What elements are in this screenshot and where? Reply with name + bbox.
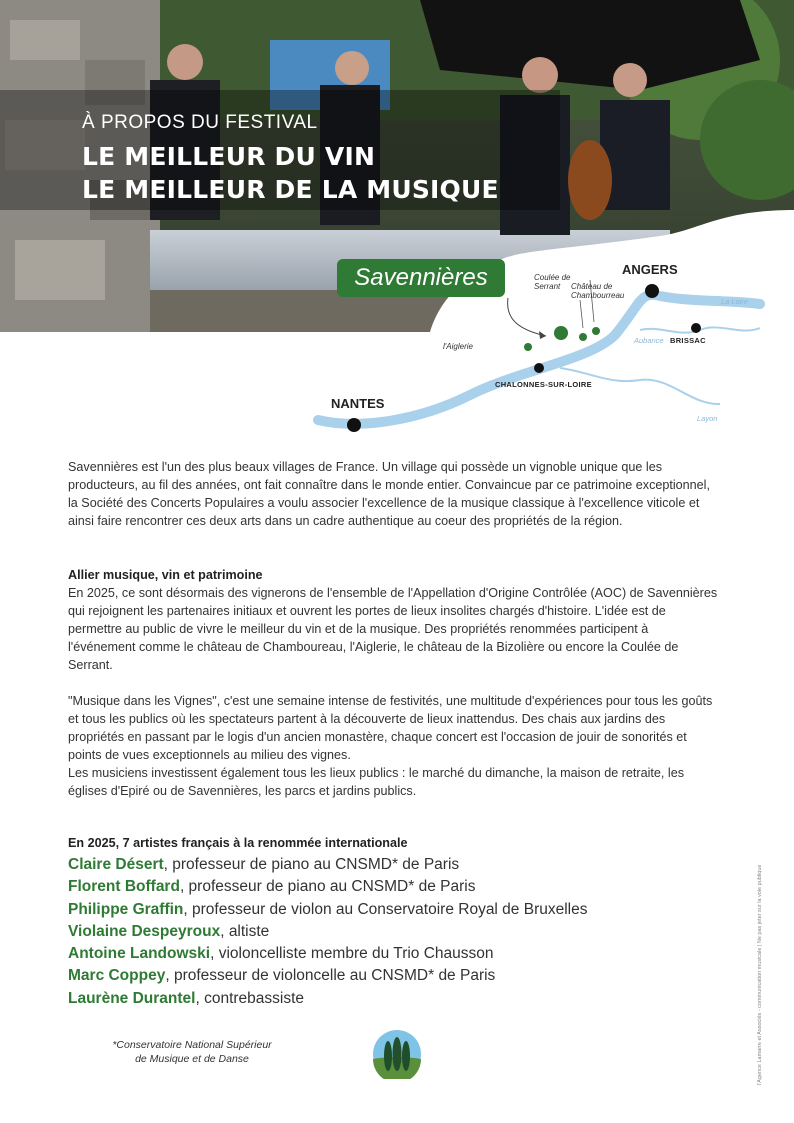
aubance-label: Aubance: [634, 336, 664, 345]
headline-line-1: LE MEILLEUR DU VIN: [82, 142, 376, 171]
region-map: [0, 0, 794, 450]
layon-label: Layon: [697, 414, 718, 423]
footnote: [92, 1038, 292, 1066]
savennieres-badge: Savennières: [337, 259, 505, 297]
artist-item: [68, 876, 718, 898]
artist-item: [68, 921, 718, 943]
artist-name: Antoine Landowski: [68, 945, 211, 963]
section-paragraph-2: "Musique dans les Vignes", c'est une semaine intense de festivités, une multitude d'expériences pour tous les goûts et tous les publics où les spectateurs partent à la découverte de lieux inattendus. Des chais aux jardins des propriétés en passant par le logis d'un ancien monastère, chaque concert est l'occasion de jouir de sonorités et points de vues exceptionnels au milieu des vignes.: [68, 694, 713, 762]
footnote-line-2: de Musique et de Danse: [135, 1053, 249, 1065]
section-block: [68, 566, 718, 800]
artist-item: [68, 899, 718, 921]
footnote-line-1: *Conservatoire National Supérieur: [112, 1039, 272, 1051]
coulee-dot: [592, 327, 600, 335]
chateau-label: Château de Chambourreau: [571, 282, 625, 300]
artist-name: Laurène Durantel: [68, 989, 196, 1007]
artist-role: , professeur de piano au CNSMD* de Paris: [163, 856, 460, 873]
angers-label: ANGERS: [622, 262, 678, 277]
aiglerie-dot: [524, 343, 532, 351]
artist-role: , professeur de violon au Conservatoire Royal de Bruxelles: [183, 900, 588, 918]
artist-name: Florent Boffard: [68, 878, 180, 896]
artist-role: , contrebassiste: [195, 989, 305, 1007]
kicker: À PROPOS DU FESTIVAL: [82, 112, 318, 133]
section-title: Allier musique, vin et patrimoine: [68, 568, 263, 582]
artist-role: , professeur de piano au CNSMD* de Paris: [179, 878, 476, 896]
artist-name: Philippe Graffin: [68, 900, 184, 918]
chalonnes-label: CHALONNES-SUR-LOIRE: [495, 380, 592, 389]
chambourreau-dot: [579, 333, 587, 341]
artist-role: , professeur de violoncelle au CNSMD* de Paris: [165, 967, 496, 985]
artist-role: , violoncelliste membre du Trio Chausson: [210, 945, 494, 963]
headline-line-2: LE MEILLEUR DE LA MUSIQUE: [82, 175, 499, 204]
artists-intro: En 2025, 7 artistes français à la renommée internationale: [68, 836, 408, 850]
chalonnes-dot: [534, 363, 544, 373]
savennieres-dot: [554, 326, 568, 340]
nantes-dot: [347, 418, 361, 432]
artist-item: [68, 854, 718, 876]
brissac-dot: [691, 323, 701, 333]
angers-dot: [645, 284, 659, 298]
vertical-credit: l'Agence Lamarre et Associés - communication musicale | Ne pas jeter sur la voie publique: [757, 864, 763, 1085]
nantes-label: NANTES: [331, 396, 385, 411]
section-paragraph-1: En 2025, ce sont désormais des vignerons de l'ensemble de l'Appellation d'Origine Contrôlée (AOC) de Savennières qui rejoignent les partenaires initiaux et ouvrent les portes de lieux insolites chargés d'histoire. L'idée est de permettre au public de vivre le meilleur du vin et de la musique. Des propriétés renommées participent à l'événement comme le château de Chamboureau, l'Aiglerie, le château de la Bizolière ou encore la Coulée de Serrant.: [68, 586, 718, 672]
artists-block: [68, 836, 718, 1010]
location-arrow: [508, 298, 546, 336]
artist-role: , altiste: [220, 922, 270, 940]
loire-label: La Loire: [721, 297, 749, 306]
coulee-label: Coulée de Serrant: [534, 273, 571, 291]
intro-paragraph: [68, 458, 718, 530]
cypress-logo-icon: [372, 1029, 422, 1079]
artist-item: [68, 943, 718, 965]
intro-text: Savennières est l'un des plus beaux villages de France. Un village qui possède un vignoble unique que les producteurs, au fil des années, ont fait connaître dans le monde entier. Convaincue par ce patrimoine exceptionnel, la Société des Concerts Populaires a voulu associer l'excellence de la musique classique à l'excellence viticole et ainsi faire rencontrer ces deux arts dans un cadre authentique au coeur des propriétés de la région.: [68, 460, 710, 528]
artist-name: Violaine Despeyroux: [68, 922, 221, 940]
spacer: [68, 674, 718, 692]
brissac-label: BRISSAC: [670, 336, 706, 345]
aiglerie-label: l'Aiglerie: [443, 342, 473, 351]
artist-item: [68, 965, 718, 987]
section-paragraph-3: Les musiciens investissent également tous les lieux publics : le marché du dimanche, la maison de retraite, les églises d'Epiré ou de Savennières, les parcs et jardins publics.: [68, 766, 684, 798]
artist-name: Claire Désert: [68, 856, 164, 873]
artist-name: Marc Coppey: [68, 967, 166, 985]
artist-item: [68, 988, 718, 1010]
